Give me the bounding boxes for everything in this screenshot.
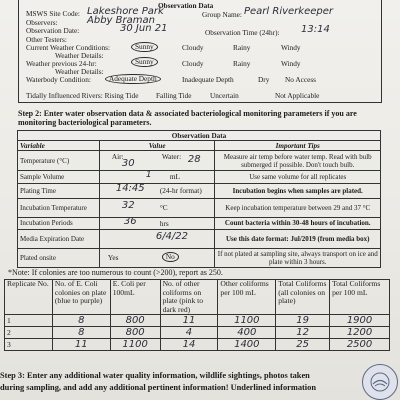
total-coliform-count[interactable]: 19 <box>276 315 330 327</box>
variable-temperature: Temperature (°C) <box>18 151 100 171</box>
tip-media-expiration: Use this date format: Jul/2019 (from media box) <box>215 230 381 249</box>
header-ecoli-colonies: No. of E. Coli colonies on plate (blue to purple) <box>52 280 110 315</box>
weather-previous-option-windy[interactable]: Windy <box>281 59 301 68</box>
other-coliform-count[interactable]: 4 <box>160 327 218 339</box>
sample-volume-unit: mL <box>169 172 180 181</box>
tidal-option-not-applicable[interactable]: Not Applicable <box>275 91 320 100</box>
air-temp-value[interactable]: 30 <box>121 158 135 169</box>
weather-current-option-sunny[interactable]: Sunny <box>131 42 158 52</box>
value-plated-onsite[interactable] <box>99 249 215 268</box>
plated-onsite-no[interactable]: No <box>162 252 179 262</box>
waterbody-label: Waterbody Condition: <box>26 75 91 84</box>
tidal-option-uncertain[interactable]: Uncertain <box>210 91 239 100</box>
weather-details-label-2: Weather Details: <box>55 67 104 76</box>
tidal-option-falling[interactable]: Falling Tide <box>156 91 192 100</box>
variable-plated-onsite: Plated onsite <box>18 249 100 268</box>
group-name-label: Group Name: <box>202 10 242 19</box>
value-sample-volume[interactable] <box>99 171 215 184</box>
replicate-number: 2 <box>5 327 53 339</box>
tip-sample-volume: Use same volume for all replicates <box>215 171 381 184</box>
header-other-per-100ml: Other coliforms per 100 mL <box>218 280 276 315</box>
incubation-temp-value[interactable]: 32 <box>121 199 135 211</box>
waterbody-option-no-access[interactable]: No Access <box>285 75 317 84</box>
site-code-label: MSWS Site Code: <box>26 9 80 18</box>
ecoli-per-100ml[interactable]: 800 <box>110 327 160 339</box>
header-other-coliforms: No. of other coliforms on plate (pink to dark red) <box>160 280 218 315</box>
air-label: Air: <box>111 152 124 161</box>
tip-temperature: Measure air temp before water temp. Read with bulb submerged if possible. Don't touch bulb. <box>215 151 381 171</box>
weather-previous-option-cloudy[interactable]: Cloudy <box>182 59 204 68</box>
group-name-value[interactable]: Pearl Riverkeeper <box>244 6 333 17</box>
other-coliform-count[interactable]: 14 <box>160 339 218 351</box>
water-label: Water: <box>161 152 182 161</box>
col-value: Value <box>99 141 215 151</box>
other-per-100ml[interactable]: 400 <box>218 327 276 339</box>
header-replicate-no: Replicate No. <box>5 280 53 315</box>
total-per-100ml[interactable]: 2500 <box>330 339 390 351</box>
weather-previous-option-sunny[interactable]: Sunny <box>131 57 158 67</box>
weather-current-option-cloudy[interactable]: Cloudy <box>182 43 204 52</box>
observers-label: Observers: <box>26 18 58 27</box>
replicate-header-row <box>5 280 390 315</box>
incubation-period-value[interactable]: 36 <box>123 215 137 227</box>
col-variable: Variable <box>18 141 100 151</box>
organization-seal-icon <box>362 364 398 400</box>
observation-data-table <box>17 130 381 268</box>
header-total-coliforms: Total Coliforms (all colonies on plate) <box>276 280 330 315</box>
table-row <box>5 327 390 339</box>
weather-current-option-rainy[interactable]: Rainy <box>233 43 251 52</box>
row-incubation-periods <box>18 217 381 230</box>
ecoli-per-100ml[interactable]: 1100 <box>110 339 160 351</box>
ecoli-count[interactable]: 8 <box>52 327 110 339</box>
row-media-expiration <box>18 230 381 249</box>
observation-time-value[interactable]: 13:14 <box>301 24 330 35</box>
header-title: Observation Data <box>158 1 214 10</box>
step3-line-2: during sampling, and add any additional pertinent information! Underlined information <box>0 383 316 392</box>
ecoli-count[interactable]: 8 <box>52 315 110 327</box>
other-per-100ml[interactable]: 1100 <box>218 315 276 327</box>
weather-previous-label: Weather previous 24-hr: <box>26 59 97 68</box>
variable-plating-time: Plating Time <box>18 183 100 198</box>
site-code-value[interactable]: Lakeshore Park <box>87 6 164 17</box>
waterbody-option-adequate-depth[interactable]: Adequate Depth <box>105 74 161 84</box>
tip-incubation-temperature: Keep incubation temperature between 29 and 37 °C <box>215 198 381 217</box>
tip-plated-onsite: If not plated at sampling site, always transport on ice and plate within 3 hours. <box>215 249 381 268</box>
observation-time-label: Observation Time (24hr): <box>205 28 280 37</box>
col-tips: Important Tips <box>215 141 381 151</box>
observation-date-label: Observation Date: <box>26 26 80 35</box>
water-temp-value[interactable]: 28 <box>187 154 201 165</box>
table-row <box>5 315 390 327</box>
other-testers-label: Other Testers: <box>26 35 67 44</box>
row-plated-onsite <box>18 249 381 268</box>
row-incubation-temperature <box>18 198 381 217</box>
tip-plating-time: Incubation begins when samples are plated. <box>215 183 381 198</box>
incubation-period-unit: hrs <box>159 218 169 228</box>
observation-data-title: Observation Data <box>18 131 381 141</box>
ecoli-count[interactable]: 11 <box>52 339 110 351</box>
waterbody-option-dry[interactable]: Dry <box>258 75 270 84</box>
plating-time-unit: (24-hr format) <box>159 185 202 195</box>
observation-date-value[interactable]: 30 Jun 21 <box>120 23 168 34</box>
other-per-100ml[interactable]: 1400 <box>218 339 276 351</box>
weather-current-label: Current Weather Conditions: <box>26 43 110 52</box>
value-incubation-temperature[interactable] <box>99 198 215 217</box>
weather-details-label: Weather Details: <box>55 51 104 60</box>
observers-value[interactable]: Abby Braman <box>87 15 155 26</box>
colonies-note: *Note: If colonies are too numerous to count (>200), report as 250. <box>8 268 223 277</box>
variable-sample-volume: Sample Volume <box>18 171 100 184</box>
variable-incubation-periods: Incubation Periods <box>18 217 100 230</box>
replicate-number: 3 <box>5 339 53 351</box>
row-sample-volume <box>18 171 381 184</box>
plating-time-value[interactable]: 14:45 <box>115 182 145 194</box>
step2-heading: Step 2: Enter water observation data & associated bacteriological monitoring parameters if you are monitoring bacteriological parameters. <box>18 109 357 128</box>
tidal-label: Tidally Influenced Rivers: Rising Tide <box>26 91 139 100</box>
value-plating-time[interactable] <box>99 183 215 198</box>
total-coliform-count[interactable]: 25 <box>276 339 330 351</box>
value-media-expiration[interactable] <box>99 230 215 249</box>
variable-media-expiration: Media Expiration Date <box>18 230 100 249</box>
other-coliform-count[interactable]: 11 <box>160 315 218 327</box>
tip-incubation-periods: Count bacteria within 30-48 hours of incubation. <box>215 217 381 230</box>
row-plating-time <box>18 183 381 198</box>
replicate-table <box>4 279 390 351</box>
media-expiration-value[interactable]: 6/4/22 <box>155 231 189 242</box>
seal-emblem-icon <box>369 371 391 393</box>
incubation-temp-unit: °C <box>159 202 168 212</box>
plated-onsite-yes[interactable]: Yes <box>107 253 119 262</box>
value-incubation-periods[interactable] <box>99 217 215 230</box>
total-coliform-count[interactable]: 12 <box>276 327 330 339</box>
variable-incubation-temperature: Incubation Temperature <box>18 198 100 217</box>
ecoli-per-100ml[interactable]: 800 <box>110 315 160 327</box>
table-row <box>5 339 390 351</box>
step3-line-1: Step 3: Enter any additional water quality information, wildlife sightings, photos taken <box>0 371 310 380</box>
weather-previous-option-rainy[interactable]: Rainy <box>233 59 251 68</box>
total-per-100ml[interactable]: 1200 <box>330 327 390 339</box>
header-ecoli-per-100ml: E. Coli per 100mL <box>110 280 160 315</box>
value-temperature[interactable] <box>99 151 215 171</box>
waterbody-option-inadequate-depth[interactable]: Inadequate Depth <box>182 75 234 84</box>
total-per-100ml[interactable]: 1900 <box>330 315 390 327</box>
row-temperature <box>18 151 381 171</box>
header-total-per-100ml: Total Coliforms per 100 mL <box>330 280 390 315</box>
sample-volume-value[interactable]: 1 <box>145 170 152 180</box>
replicate-number: 1 <box>5 315 53 327</box>
weather-current-option-windy[interactable]: Windy <box>281 43 301 52</box>
